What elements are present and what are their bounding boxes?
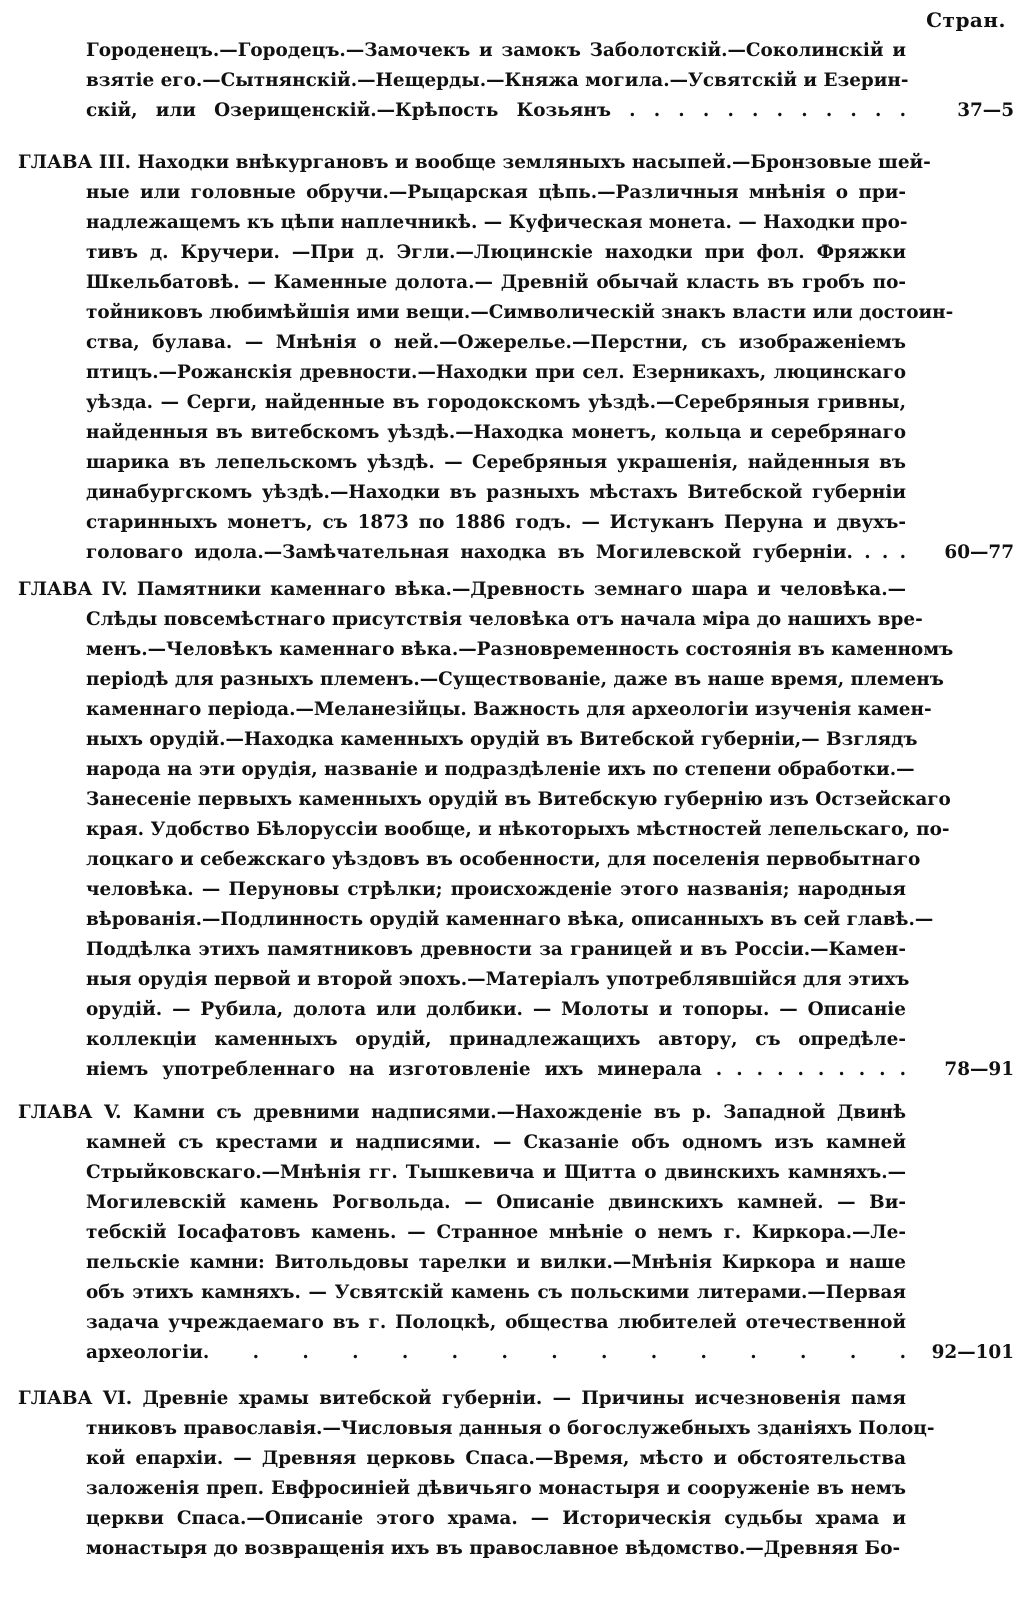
toc-line-text: орудій. — Рубила, долота или долбики. — Молоты и топоры. — Описаніе <box>86 999 906 1020</box>
toc-entry-chapter-4 <box>18 575 1014 1085</box>
toc-line <box>18 935 1014 965</box>
toc-line <box>18 66 1014 96</box>
toc-line <box>18 418 1014 448</box>
toc-line <box>18 238 1014 268</box>
toc-line <box>18 36 1014 66</box>
toc-line <box>18 1158 1014 1188</box>
toc-line-text: тниковъ православія.—Числовыя данныя о богослужебныхъ зданіяхъ Полоц- <box>86 1418 935 1439</box>
toc-line-text: человѣка. — Перуновы стрѣлки; происхожденіе этого названія; народныя <box>86 879 906 900</box>
toc-line-text: края. Удобство Бѣлоруссіи вообще, и нѣкоторыхъ мѣстностей лепельскаго, по- <box>86 819 950 840</box>
toc-line <box>18 1025 1014 1055</box>
toc-line-text: кой епархіи. — Древняя церковь Спаса.—Время, мѣсто и обстоятельства <box>86 1448 906 1469</box>
toc-line <box>18 755 1014 785</box>
toc-line <box>18 1504 1014 1534</box>
toc-line <box>18 268 1014 298</box>
page-range: 92—101 <box>931 1342 1014 1363</box>
toc-line-text: періодѣ для разныхъ племенъ.—Существованіе, даже въ наше время, племенъ <box>86 669 944 690</box>
toc-line <box>18 875 1014 905</box>
toc-line <box>18 448 1014 478</box>
toc-line <box>18 725 1014 755</box>
toc-line-text: скій, или Озерищенскій.—Крѣпость Козьянъ . . . . . . . . . . . . <box>86 100 906 121</box>
toc-line <box>18 388 1014 418</box>
toc-line-text: каменнаго періода.—Меланезійцы. Важность для археологіи изученія камен- <box>86 699 932 720</box>
toc-line-text: церкви Спаса.—Описаніе этого храма. — Историческія судьбы храма и <box>86 1508 906 1529</box>
toc-line-text: головаго идола.—Замѣчательная находка въ Могилевской губерніи. . . . <box>86 542 906 563</box>
toc-line <box>18 1444 1014 1474</box>
toc-line-text: надлежащемъ къ цѣпи наплечникѣ. — Куфическая монета. — Находки про- <box>86 212 908 233</box>
toc-line-text: тивъ д. Кручери. —При д. Эгли.—Люцинскіе находки при фол. Фряжки <box>86 242 906 263</box>
toc-line-text: Поддѣлка этихъ памятниковъ древности за границей и въ Россіи.—Камен- <box>86 939 906 960</box>
toc-line <box>18 1218 1014 1248</box>
chapter-heading-line: ГЛАВА III. Находки внѣкургановъ и вообще земляныхъ насыпей.—Бронзовые шей- <box>18 152 931 173</box>
toc-line <box>18 358 1014 388</box>
chapter-heading-line: ГЛАВА V. Камни съ древними надписями.—Нахожденіе въ р. Западной Двинѣ <box>18 1102 906 1123</box>
toc-line-text: динабургскомъ уѣздѣ.—Находки въ разныхъ мѣстахъ Витебской губерніи <box>86 482 906 503</box>
toc-line <box>18 815 1014 845</box>
toc-line-text: взятіе его.—Сытнянскій.—Нещерды.—Княжа могила.—Усвятскій и Езерин- <box>86 70 909 91</box>
toc-line <box>18 845 1014 875</box>
toc-line <box>18 1414 1014 1444</box>
toc-entry-chapter-5 <box>18 1098 1014 1368</box>
toc-line <box>18 1188 1014 1218</box>
toc-line-text: Городенецъ.—Городецъ.—Замочекъ и замокъ Заболотскій.—Соколинскій и <box>86 40 906 61</box>
toc-line <box>18 605 1014 635</box>
toc-entry-continuation <box>18 36 1014 126</box>
toc-line-text: лоцкаго и себежскаго уѣздовъ въ особенности, для поселенія первобытнаго <box>86 849 921 870</box>
toc-line-text: уѣзда. — Серги, найденные въ городокскомъ уѣздѣ.—Серебряныя гривны, <box>86 392 906 413</box>
pages-column-header: Стран. <box>926 8 1006 32</box>
toc-line-text: коллекціи каменныхъ орудій, принадлежащихъ автору, съ опредѣле- <box>86 1029 906 1050</box>
toc-line <box>18 695 1014 725</box>
toc-line-text: ныя орудія первой и второй эпохъ.—Матеріалъ употреблявшійся для этихъ <box>86 969 910 990</box>
toc-line <box>18 635 1014 665</box>
toc-line <box>18 478 1014 508</box>
toc-line-text: старинныхъ монетъ, съ 1873 по 1886 годъ. — Истуканъ Перуна и двухъ- <box>86 512 906 533</box>
toc-line-text: Слѣды повсемѣстнаго присутствія человѣка отъ начала міра до нашихъ вре- <box>86 609 923 630</box>
toc-line <box>18 1534 1014 1564</box>
chapter-heading-line: ГЛАВА VI. Древніе храмы витебской губерніи. — Причины исчезновенія памя <box>18 1388 906 1409</box>
toc-line <box>18 96 1014 126</box>
toc-line <box>18 665 1014 695</box>
toc-line <box>18 995 1014 1025</box>
toc-line-text: ные или головные обручи.—Рыцарская цѣпь.—Различныя мнѣнія о при- <box>86 182 906 203</box>
toc-line <box>18 298 1014 328</box>
toc-line-text: задача учреждаемаго въ г. Полоцкѣ, общества любителей отечественной <box>86 1312 906 1333</box>
toc-line-text: народа на эти орудія, названіе и подраздѣленіе ихъ по степени обработки.— <box>86 759 915 780</box>
toc-line-text: вѣрованія.—Подлинность орудій каменнаго вѣка, описанныхъ въ сей главѣ.— <box>86 909 934 930</box>
toc-line <box>18 1278 1014 1308</box>
toc-line <box>18 1098 1014 1128</box>
toc-line-text: археологіи. . . . . . . . . . . . . . . <box>86 1342 906 1363</box>
toc-line <box>18 538 1014 568</box>
toc-line-text: тебскій Іосафатовъ камень. — Странное мнѣніе о немъ г. Киркора.—Ле- <box>86 1222 906 1243</box>
toc-line-text: Занесеніе первыхъ каменныхъ орудій въ Витебскую губернію изъ Остзейскаго <box>86 789 951 810</box>
page-range: 78—91 <box>944 1059 1014 1080</box>
chapter-heading-line: ГЛАВА IV. Памятники каменнаго вѣка.—Древность земнаго шара и человѣка.— <box>18 579 906 600</box>
toc-entry-chapter-6 <box>18 1384 1014 1564</box>
toc-line-text: камней съ крестами и надписями. — Сказаніе объ одномъ изъ камней <box>86 1132 906 1153</box>
toc-entry-chapter-3 <box>18 148 1014 568</box>
toc-line-text: монастыря до возвращенія ихъ въ православное вѣдомство.—Древняя Бо- <box>86 1538 901 1559</box>
toc-line-text: объ этихъ камняхъ. — Усвятскій камень съ польскими литерами.—Первая <box>86 1282 906 1303</box>
toc-line <box>18 1384 1014 1414</box>
toc-line <box>18 905 1014 935</box>
toc-line <box>18 1055 1014 1085</box>
toc-line <box>18 965 1014 995</box>
toc-line-text: птицъ.—Рожанскія древности.—Находки при сел. Езерникахъ, люцинскаго <box>86 362 906 383</box>
toc-line-text: ніемъ употребленнаго на изготовленіе ихъ минерала . . . . . . . . . . <box>86 1059 906 1080</box>
toc-line <box>18 1248 1014 1278</box>
toc-line <box>18 328 1014 358</box>
toc-line <box>18 575 1014 605</box>
toc-line-text: ныхъ орудій.—Находка каменныхъ орудій въ Витебской губерніи,— Взглядъ <box>86 729 918 750</box>
toc-line-text: Стрыйковскаго.—Мнѣнія гг. Тышкевича и Щитта о двинскихъ камняхъ.— <box>86 1162 906 1183</box>
toc-line <box>18 1474 1014 1504</box>
toc-line <box>18 1308 1014 1338</box>
toc-line <box>18 208 1014 238</box>
page-range: 37—5 <box>957 100 1014 121</box>
toc-line <box>18 178 1014 208</box>
toc-line-text: найденныя въ витебскомъ уѣздѣ.—Находка монетъ, кольца и серебрянаго <box>86 422 906 443</box>
toc-line-text: пельскіе камни: Витольдовы тарелки и вилки.—Мнѣнія Киркора и наше <box>86 1252 906 1273</box>
toc-line <box>18 148 1014 178</box>
toc-line <box>18 508 1014 538</box>
toc-line-text: Могилевскій камень Рогвольда. — Описаніе двинскихъ камней. — Ви- <box>86 1192 906 1213</box>
toc-line <box>18 1128 1014 1158</box>
toc-line-text: ства, булава. — Мнѣнія о ней.—Ожерелье.—Перстни, съ изображеніемъ <box>86 332 906 353</box>
toc-line-text: шарика въ лепельскомъ уѣздѣ. — Серебряныя украшенія, найденныя въ <box>86 452 906 473</box>
toc-line <box>18 785 1014 815</box>
toc-line-text: менъ.—Человѣкъ каменнаго вѣка.—Разновременность состоянія въ каменномъ <box>86 639 954 660</box>
toc-line <box>18 1338 1014 1368</box>
page-range: 60—77 <box>944 542 1014 563</box>
toc-line-text: Шкельбатовѣ. — Каменные долота.— Древній обычай класть въ гробъ по- <box>86 272 906 293</box>
toc-line-text: заложенія преп. Евфросиніей дѣвичьяго монастыря и сооруженіе въ немъ <box>86 1478 906 1499</box>
toc-line-text: тойниковъ любимѣйшія ими вещи.—Символическій знакъ власти или достоин- <box>86 302 954 323</box>
